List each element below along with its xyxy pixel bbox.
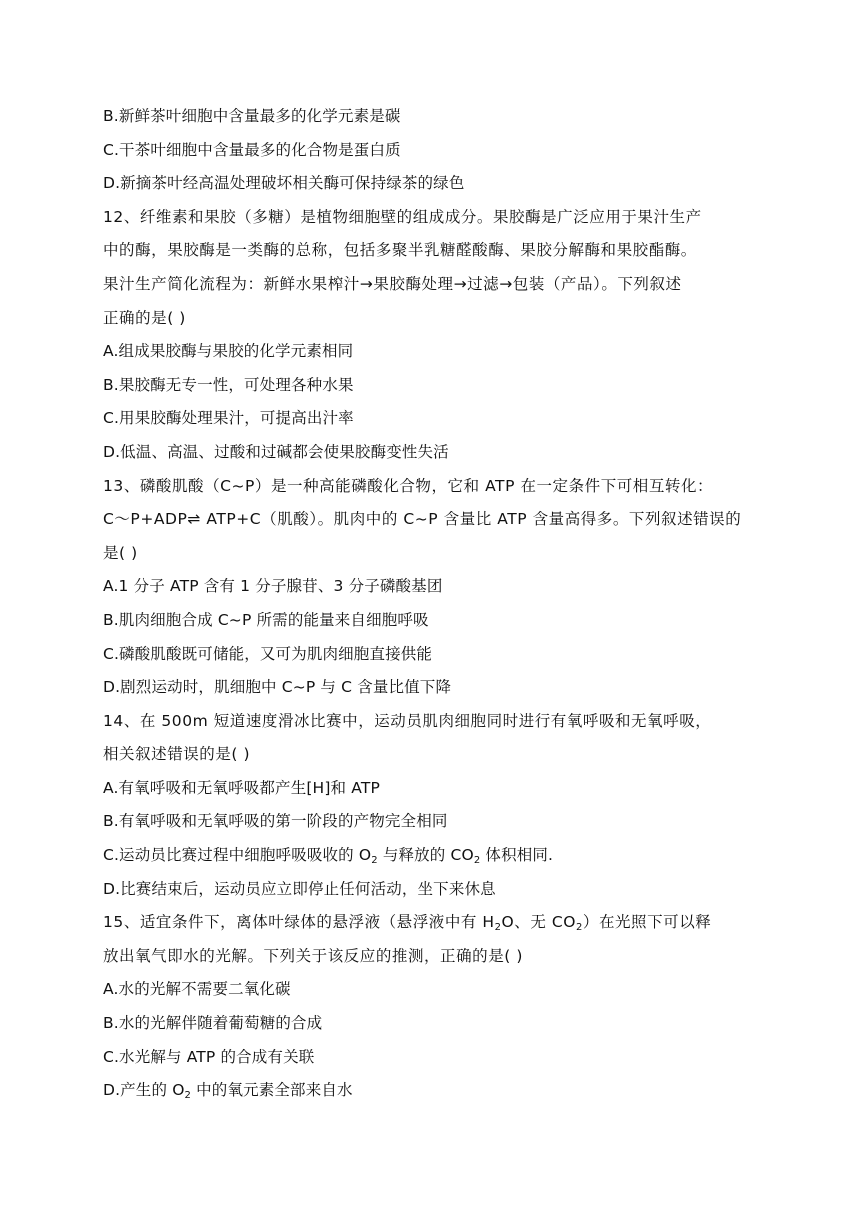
h2o-subscript: 2 xyxy=(494,922,502,934)
q13-stem-line-2: C～P+ADP⇌ ATP+C（肌酸）。肌肉中的 C~P 含量比 ATP 含量高得多。下列叙述错误的 xyxy=(103,510,742,529)
q13-option-c: C.磷酸肌酸既可储能，又可为肌肉细胞直接供能 xyxy=(103,644,433,663)
o2-subscript: 2 xyxy=(184,1090,192,1102)
q12-option-c: C.用果胶酶处理果汁，可提高出汁率 xyxy=(103,409,354,428)
co2-subscript: 2 xyxy=(473,855,481,867)
q14-option-b: B.有氧呼吸和无氧呼吸的第一阶段的产物完全相同 xyxy=(103,812,448,831)
q15-option-c: C.水光解与 ATP 的合成有关联 xyxy=(103,1047,315,1066)
q13-stem-line-3: 是( ) xyxy=(103,543,138,562)
q11-option-c: C.干茶叶细胞中含量最多的化合物是蛋白质 xyxy=(103,140,401,159)
q15-option-d-text-2: 中的氧元素全部来自水 xyxy=(191,1081,353,1100)
q15-option-d-text-1: D.产生的 O xyxy=(103,1081,185,1100)
q14-option-c-text-3: 体积相同. xyxy=(480,846,554,865)
q15-stem-text-1: 15、适宜条件下，离体叶绿体的悬浮液（悬浮液中有 H xyxy=(103,913,495,932)
q13-option-d: D.剧烈运动时，肌细胞中 C~P 与 C 含量比值下降 xyxy=(103,678,452,697)
q14-option-a: A.有氧呼吸和无氧呼吸都产生[H]和 ATP xyxy=(103,778,380,797)
q14-stem-line-1: 14、在 500m 短道速度滑冰比赛中，运动员肌肉细胞同时进行有氧呼吸和无氧呼吸， xyxy=(103,711,712,730)
q11-option-d: D.新摘茶叶经高温处理破坏相关酶可保持绿茶的绿色 xyxy=(103,174,465,193)
q12-stem-line-1: 12、纤维素和果胶（多糖）是植物细胞壁的组成成分。果胶酶是广泛应用于果汁生产 xyxy=(103,207,702,226)
q14-option-c xyxy=(103,839,751,873)
q12-option-d: D.低温、高温、过酸和过碱都会使果胶酶变性失活 xyxy=(103,442,449,461)
o2-subscript: 2 xyxy=(371,855,378,867)
q11-option-b: B.新鲜茶叶细胞中含量最多的化学元素是碳 xyxy=(103,107,401,125)
document-content xyxy=(103,100,751,1108)
q14-stem-line-2: 相关叙述错误的是( ) xyxy=(103,745,251,764)
q15-option-a: A.水的光解不需要二氧化碳 xyxy=(103,980,291,999)
q14-option-d: D.比赛结束后，运动员应立即停止任何活动，坐下来休息 xyxy=(103,879,496,898)
q15-option-d xyxy=(103,1074,751,1108)
q13-option-b: B.肌肉细胞合成 C~P 所需的能量来自细胞呼吸 xyxy=(103,610,429,629)
q12-stem-line-2: 中的酶，果胶酶是一类酶的总称，包括多聚半乳糖醛酸酶、果胶分解酶和果胶酯酶。 xyxy=(103,241,697,260)
q15-option-b: B.水的光解伴随着葡萄糖的合成 xyxy=(103,1014,323,1033)
q12-option-b: B.果胶酶无专一性，可处理各种水果 xyxy=(103,375,354,394)
q12-stem-line-4: 正确的是( ) xyxy=(103,308,186,327)
co2-subscript: 2 xyxy=(575,922,583,934)
q14-option-c-text-1: C.运动员比赛过程中细胞呼吸吸收的 O xyxy=(103,846,372,865)
q12-stem-line-3: 果汁生产简化流程为：新鲜水果榨汁→果胶酶处理→过滤→包装（产品）。下列叙述 xyxy=(103,274,682,293)
q12-option-a: A.组成果胶酶与果胶的化学元素相同 xyxy=(103,342,354,361)
q13-option-a: A.1 分子 ATP 含有 1 分子腺苷、3 分子磷酸基团 xyxy=(103,577,443,596)
q15-stem-line-2: 放出氧气即水的光解。下列关于该反应的推测，正确的是( ) xyxy=(103,946,523,965)
q14-option-c-text-2: 与释放的 CO xyxy=(377,846,474,865)
q15-stem-text-2: O、无 CO xyxy=(501,913,576,932)
q15-stem-text-3: ）在光照下可以释 xyxy=(582,913,712,932)
q15-stem-line-1 xyxy=(103,906,751,940)
q13-stem-line-1: 13、磷酸肌酸（C~P）是一种高能磷酸化合物，它和 ATP 在一定条件下可相互转化： xyxy=(103,476,714,495)
